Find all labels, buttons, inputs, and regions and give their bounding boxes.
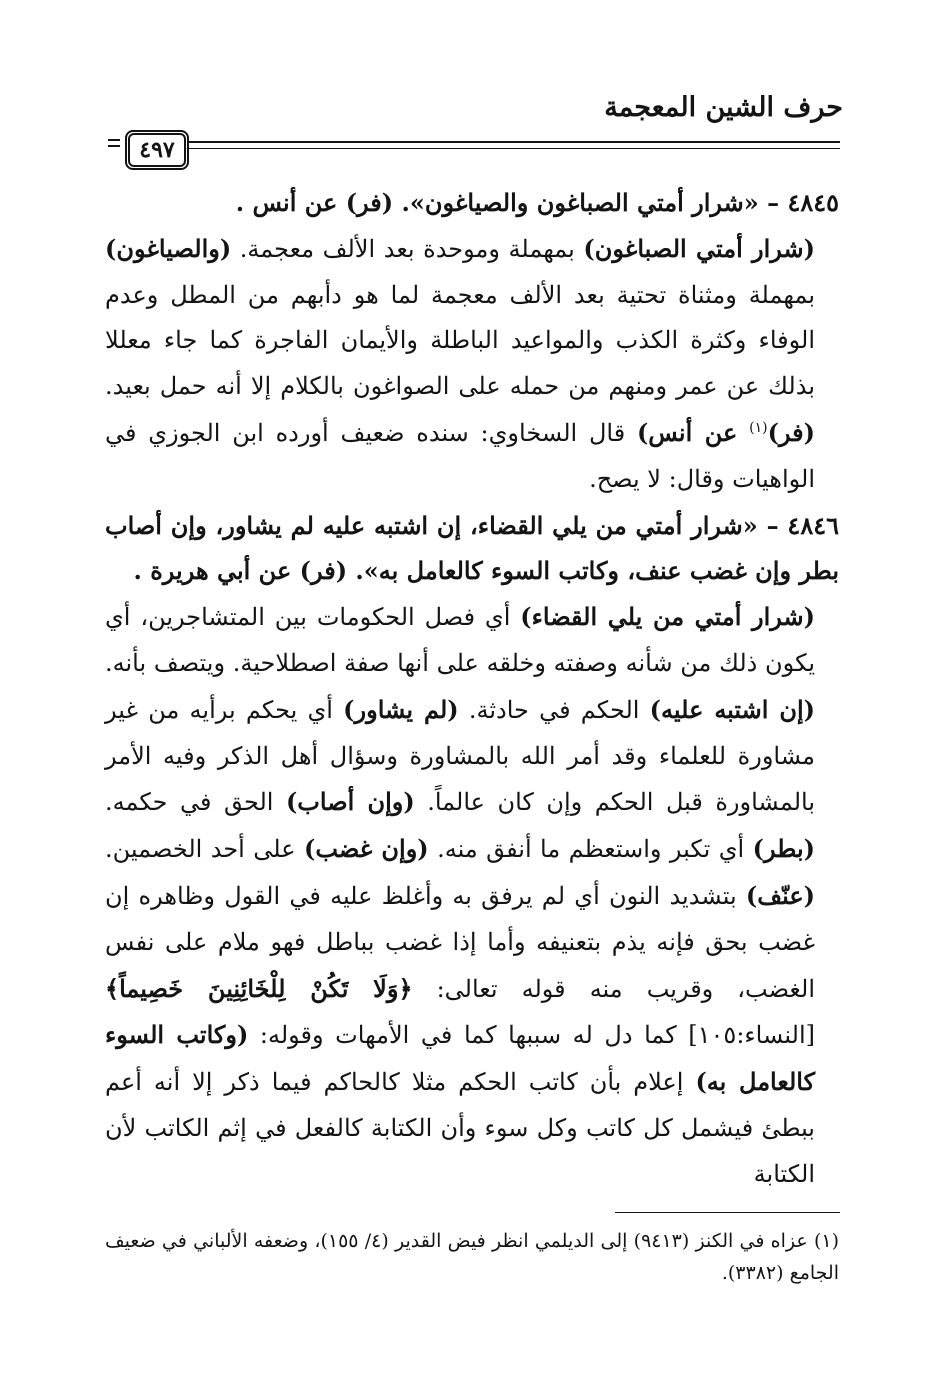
page-number: ٤٩٧ bbox=[128, 133, 186, 167]
chapter-title: حرف الشين المعجمة bbox=[604, 92, 843, 123]
commentary bbox=[105, 226, 839, 503]
commentary bbox=[105, 594, 839, 1197]
commentary-text: على أحد الخصمين. bbox=[105, 835, 304, 864]
header-rule-thin bbox=[188, 148, 840, 149]
commentary-term: (وإن غضب) bbox=[303, 834, 429, 864]
commentary-text: أي تكبر واستعظم ما أنفق منه. bbox=[428, 835, 753, 864]
footnote: (١) عزاه في الكنز (٩٤١٣) إلى الديلمي انظر فيض القدير (٤/ ١٥٥)، وضعفه الألباني في ضعيف الجامع (٣٣٨٢). bbox=[105, 1230, 840, 1284]
commentary-text: الحق في حكمه. bbox=[105, 788, 286, 817]
footnote-separator bbox=[615, 1212, 840, 1213]
hadith-text: «شرار أمتي من يلي القضاء، إن اشتبه عليه لم يشاور، وإن أصاب بطر وإن غضب عنف، وكاتب السوء كالعامل به». (فر) عن أبي هريرة . bbox=[105, 510, 839, 586]
commentary-text: بمهملة ومثناة تحتية بعد الألف معجمة لما هو دأبهم من المطل وعدم الوفاء وكثرة الكذب والمواعيد الباطلة والأيمان الفاجرة كما جاء معللا بذلك عن عمر ومنهم من حمله على الصواغون بالكلام إلا أنه حمل بعيد. bbox=[105, 280, 815, 401]
header-rule-thick bbox=[188, 141, 840, 143]
commentary-text: الحكم في حادثة. bbox=[458, 695, 650, 724]
commentary-text: [النساء:١٠٥] كما دل له سببها كما في الأمهات وقوله: bbox=[248, 1021, 815, 1050]
entry-number: ٤٨٤٦ bbox=[787, 510, 839, 540]
commentary-term: (إن اشتبه عليه) bbox=[649, 694, 816, 724]
commentary-text: أي فصل الحكومات بين المتشاجرين، أي يكون ذلك من شأنه وصفته وخلقه على أنها صفة اصطلاحية. ويتصف بأنه. bbox=[105, 603, 815, 677]
commentary-term: (والصياغون) bbox=[105, 233, 232, 263]
hadith-entry: ٤٨٤٥ – «شرار أمتي الصباغون والصياغون». (فر) عن أنس . bbox=[235, 188, 839, 217]
commentary-term: عن أنس) bbox=[636, 417, 738, 447]
hadith-entry: ٤٨٤٦ – «شرار أمتي من يلي القضاء، إن اشتبه عليه لم يشاور، وإن أصاب بطر وإن غضب عنف، وكاتب السوء كالعامل به». (فر) عن أبي هريرة . bbox=[105, 510, 839, 586]
commentary-term: (لم يشاور) bbox=[343, 694, 459, 724]
header-ornament bbox=[108, 139, 120, 147]
commentary-term: (شرار أمتي الصباغون) bbox=[583, 233, 815, 263]
commentary-term: (عنّف) bbox=[745, 880, 815, 910]
commentary-term: (وكاتب السوء كالعامل به) bbox=[105, 1020, 815, 1097]
commentary-text: بتشديد النون أي لم يرفق به وأغلظ عليه في القول وظاهره إن غضب بحق فإنه يذم بتعنيفه وأما إذا غضب بباطل فهو ملام على نفس الغضب، وقريب منه قوله تعالى: bbox=[105, 881, 815, 1003]
commentary-term: (شرار أمتي من يلي القضاء) bbox=[520, 602, 816, 632]
commentary-text: بمهملة وموحدة بعد الألف معجمة. bbox=[231, 234, 584, 263]
commentary-text: قال السخاوي: سنده ضعيف أورده ابن الجوزي في الواهيات وقال: لا يصح. bbox=[105, 418, 815, 493]
commentary-term: (فر) bbox=[767, 417, 815, 447]
commentary-text: إعلام بأن كاتب الحكم مثلا كالحاكم فيما ذكر إلا أنه أعم ببطئ فيشمل كل كاتب وكل سوء وأن الكتابة كالفعل في إثم الكاتب لأن الكتابة bbox=[105, 1068, 815, 1188]
commentary-term: (وإن أصاب) bbox=[285, 787, 415, 817]
commentary-term: (بطر) bbox=[752, 834, 815, 864]
hadith-text: «شرار أمتي الصباغون والصياغون». (فر) عن أنس . bbox=[235, 188, 759, 217]
footnote-marker: (١) bbox=[749, 419, 768, 436]
commentary-text: أي يحكم برأيه من غير مشاورة للعلماء وقد أمر الله بالمشاورة وسؤال أهل الذكر وفيه الأمر بالمشاورة قبل الحكم وإن كان عالماً. bbox=[105, 695, 815, 817]
main-text bbox=[105, 180, 839, 1198]
entry-number: ٤٨٤٥ bbox=[787, 188, 839, 217]
quran-verse: ﴿وَلَا تَكُنْ لِلْخَائِنِينَ خَصِيماً﴾ bbox=[105, 973, 413, 1003]
footnotes bbox=[105, 1225, 839, 1289]
